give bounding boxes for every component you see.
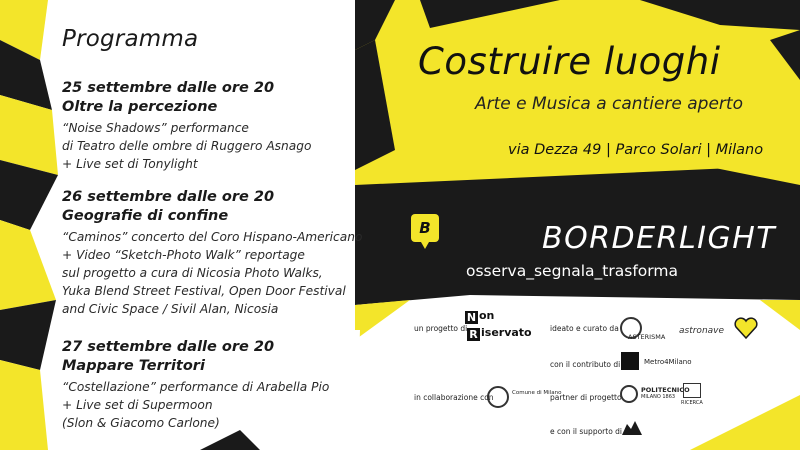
shape-divider — [342, 330, 360, 450]
event-line: + Live set di Supermoon — [62, 398, 213, 412]
event-line: “Costellazione” performance di Arabella Pio — [62, 380, 330, 394]
shape-left-yellow-low — [0, 220, 56, 310]
event-line: + Video “Sketch-Photo Walk” reportage — [62, 248, 305, 262]
venue-address: via Dezza 49 | Parco Solari | Milano — [508, 142, 764, 158]
heart-logo-icon — [734, 317, 758, 339]
ricerca-logo-icon — [683, 383, 701, 398]
event-line: di Teatro delle ombre di Ruggero Asnago — [62, 139, 312, 153]
event-date: 25 settembre dalle ore 20 — [62, 80, 275, 96]
event-line: and Civic Space / Sivil Alan, Nicosia — [62, 302, 279, 316]
metro4milano-text: Metro4Milano — [644, 358, 692, 366]
astronave-logo: astronave — [679, 326, 725, 336]
event-line: + Live set di Tonylight — [62, 157, 198, 171]
politecnico-sub-text: MILANO 1863 — [641, 394, 676, 400]
shape-left-black-low — [0, 300, 56, 370]
comune-text: Comune di Milano — [512, 390, 562, 396]
event-title: Mappare Territori — [62, 358, 205, 374]
shape-right-yellow-small — [760, 300, 800, 330]
event-date: 27 settembre dalle ore 20 — [62, 339, 275, 355]
credit-supporto-label: e con il supporto di — [550, 427, 623, 436]
borderlight-b-icon: B — [411, 214, 439, 242]
event-line: “Noise Shadows” performance — [62, 121, 249, 135]
borderlight-tagline: osserva_segnala_trasforma — [466, 262, 678, 280]
event-line: “Caminos” concerto del Coro Hispano-Americano — [62, 230, 363, 244]
ricerca-text: RICERCA — [681, 400, 703, 406]
credit-contributo-label: con il contributo di — [550, 360, 621, 369]
borderlight-title: BORDERLIGHT — [542, 221, 777, 256]
main-subtitle: Arte e Musica a cantiere aperto — [475, 94, 743, 114]
event-line: (Slon & Giacomo Carlone) — [62, 416, 220, 430]
event-title: Oltre la percezione — [62, 99, 218, 115]
shape-band-yellow-left — [355, 300, 410, 340]
shape-left-yellow-bottom — [0, 360, 48, 450]
main-title: Costruire luoghi — [418, 40, 721, 83]
comune-milano-logo-icon — [487, 386, 509, 408]
asterisma-text: ASTERISMA — [628, 333, 666, 341]
credit-ideato-label: ideato e curato da — [550, 324, 619, 333]
supporto-logo-icon — [621, 418, 643, 436]
event-date: 26 settembre dalle ore 20 — [62, 189, 275, 205]
politecnico-logo-icon — [620, 385, 638, 403]
credit-collaborazione-label: in collaborazione con — [414, 393, 494, 402]
nonriservato-logo: N on R iservato — [466, 309, 532, 341]
credit-partner-label: partner di progetto — [550, 393, 622, 402]
shape-bottom-black-wedge — [200, 430, 260, 450]
metro4-logo-icon — [621, 352, 639, 370]
event-title: Geografie di confine — [62, 208, 229, 224]
event-line: sul progetto a cura di Nicosia Photo Walks, — [62, 266, 323, 280]
politecnico-text: POLITECNICO — [641, 386, 690, 394]
program-heading: Programma — [62, 26, 199, 52]
credit-progetto-label: un progetto di — [414, 324, 468, 333]
shape-bottom-right-yellow — [690, 395, 800, 450]
event-line: Yuka Blend Street Festival, Open Door Festival — [62, 284, 346, 298]
